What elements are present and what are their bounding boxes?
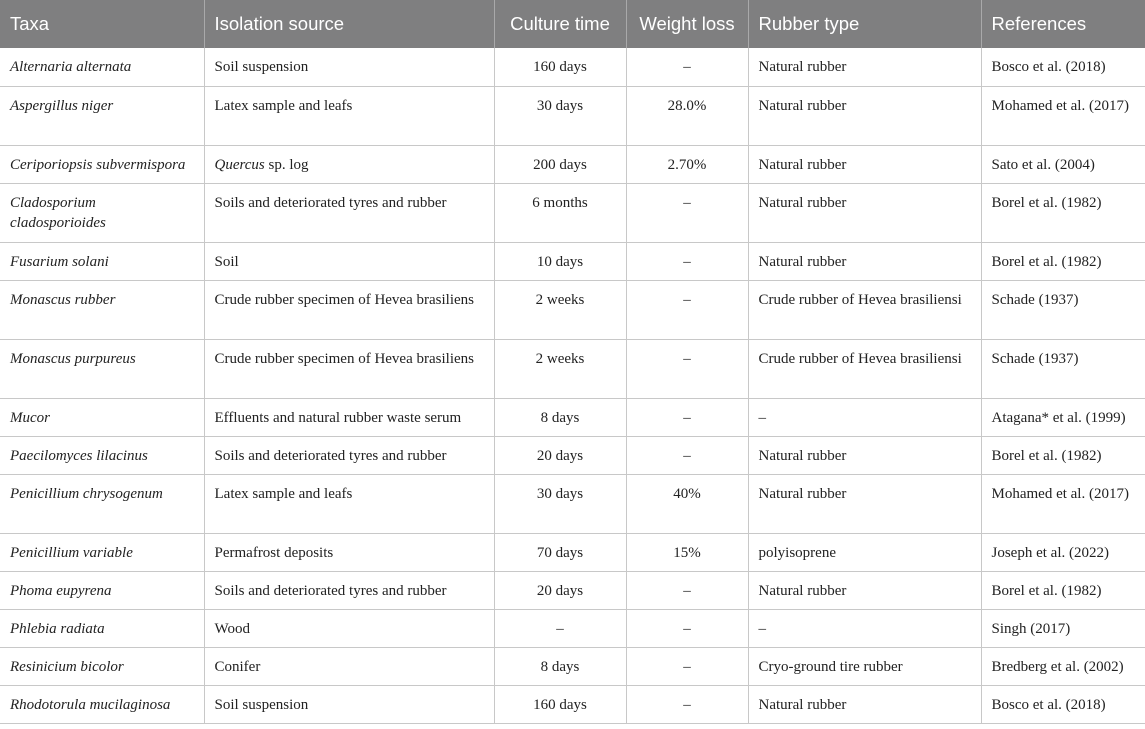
table-row bbox=[0, 474, 1145, 533]
source-text: Soils and deteriorated tyres and rubber bbox=[214, 194, 447, 211]
source-suffix: sp. log bbox=[264, 156, 309, 173]
header-references: References bbox=[981, 0, 1145, 48]
cell-reference: Borel et al. (1982) bbox=[981, 183, 1145, 242]
cell-rubber-type: Natural rubber bbox=[748, 436, 981, 474]
table-row bbox=[0, 685, 1145, 723]
cell-reference: Mohamed et al. (2017) bbox=[981, 474, 1145, 533]
cell-reference: Bredberg et al. (2002) bbox=[981, 647, 1145, 685]
cell-reference: Sato et al. (2004) bbox=[981, 145, 1145, 183]
cell-culture-time: 20 days bbox=[494, 436, 626, 474]
cell-weight-loss: – bbox=[626, 398, 748, 436]
cell-isolation-source bbox=[204, 145, 494, 183]
cell-rubber-type: polyisoprene bbox=[748, 533, 981, 571]
source-text: Soil suspension bbox=[214, 696, 309, 713]
source-text: Quercus bbox=[214, 156, 265, 173]
cell-weight-loss: – bbox=[626, 242, 748, 280]
cell-isolation-source bbox=[204, 86, 494, 145]
cell-rubber-type: Natural rubber bbox=[748, 242, 981, 280]
cell-weight-loss: – bbox=[626, 647, 748, 685]
cell-weight-loss: – bbox=[626, 48, 748, 86]
table-row bbox=[0, 242, 1145, 280]
cell-taxa: Phlebia radiata bbox=[0, 609, 204, 647]
cell-isolation-source bbox=[204, 647, 494, 685]
table-row bbox=[0, 339, 1145, 398]
table-body bbox=[0, 48, 1145, 723]
cell-weight-loss: – bbox=[626, 609, 748, 647]
cell-culture-time: 8 days bbox=[494, 398, 626, 436]
cell-reference: Joseph et al. (2022) bbox=[981, 533, 1145, 571]
cell-culture-time: 160 days bbox=[494, 48, 626, 86]
table-row bbox=[0, 86, 1145, 145]
table-row bbox=[0, 145, 1145, 183]
cell-reference: Bosco et al. (2018) bbox=[981, 48, 1145, 86]
cell-culture-time: 160 days bbox=[494, 685, 626, 723]
header-taxa: Taxa bbox=[10, 13, 50, 34]
cell-weight-loss: 2.70% bbox=[626, 145, 748, 183]
cell-taxa: Resinicium bicolor bbox=[0, 647, 204, 685]
source-text: Conifer bbox=[214, 658, 261, 675]
cell-weight-loss: – bbox=[626, 183, 748, 242]
cell-isolation-source bbox=[204, 339, 494, 398]
cell-taxa: Phoma eupyrena bbox=[0, 571, 204, 609]
source-text: Latex sample and leafs bbox=[214, 485, 353, 502]
cell-isolation-source bbox=[204, 571, 494, 609]
cell-culture-time: – bbox=[494, 609, 626, 647]
cell-isolation-source bbox=[204, 609, 494, 647]
cell-taxa: Penicillium chrysogenum bbox=[0, 474, 204, 533]
cell-culture-time: 2 weeks bbox=[494, 339, 626, 398]
cell-rubber-type: Natural rubber bbox=[748, 86, 981, 145]
cell-culture-time: 2 weeks bbox=[494, 280, 626, 339]
cell-rubber-type: Natural rubber bbox=[748, 48, 981, 86]
source-text: Crude rubber specimen of Hevea brasiliens bbox=[214, 291, 474, 308]
cell-culture-time: 20 days bbox=[494, 571, 626, 609]
cell-culture-time: 8 days bbox=[494, 647, 626, 685]
cell-weight-loss: – bbox=[626, 436, 748, 474]
table-row bbox=[0, 48, 1145, 86]
source-text: Soils and deteriorated tyres and rubber bbox=[214, 582, 447, 599]
cell-taxa: Ceriporiopsis subvermispora bbox=[0, 145, 204, 183]
cell-culture-time: 70 days bbox=[494, 533, 626, 571]
cell-isolation-source bbox=[204, 533, 494, 571]
header-rubber-type: Rubber type bbox=[748, 0, 981, 48]
cell-taxa: Paecilomyces lilacinus bbox=[0, 436, 204, 474]
table-row bbox=[0, 398, 1145, 436]
table-row bbox=[0, 436, 1145, 474]
table-header bbox=[0, 0, 1145, 48]
source-text: Effluents and natural rubber waste serum bbox=[214, 409, 462, 426]
cell-isolation-source bbox=[204, 183, 494, 242]
cell-isolation-source bbox=[204, 436, 494, 474]
cell-reference: Borel et al. (1982) bbox=[981, 242, 1145, 280]
cell-reference: Schade (1937) bbox=[981, 339, 1145, 398]
header-culture-time: Culture time bbox=[494, 0, 626, 48]
cell-rubber-type: – bbox=[748, 398, 981, 436]
source-text: Latex sample and leafs bbox=[214, 97, 353, 114]
cell-weight-loss: – bbox=[626, 685, 748, 723]
cell-reference: Borel et al. (1982) bbox=[981, 571, 1145, 609]
header-row bbox=[0, 0, 1145, 48]
cell-isolation-source bbox=[204, 48, 494, 86]
table-row bbox=[0, 647, 1145, 685]
table-row bbox=[0, 183, 1145, 242]
table-row bbox=[0, 609, 1145, 647]
cell-culture-time: 30 days bbox=[494, 474, 626, 533]
cell-weight-loss: 40% bbox=[626, 474, 748, 533]
cell-rubber-type: Natural rubber bbox=[748, 145, 981, 183]
cell-reference: Schade (1937) bbox=[981, 280, 1145, 339]
cell-taxa: Cladosporium cladosporioides bbox=[0, 183, 204, 242]
cell-reference: Mohamed et al. (2017) bbox=[981, 86, 1145, 145]
cell-isolation-source bbox=[204, 398, 494, 436]
header-isolation-source: Isolation source bbox=[204, 0, 494, 48]
cell-weight-loss: 28.0% bbox=[626, 86, 748, 145]
source-text: Soils and deteriorated tyres and rubber bbox=[214, 447, 447, 464]
cell-reference: Atagana* et al. (1999) bbox=[981, 398, 1145, 436]
cell-reference: Borel et al. (1982) bbox=[981, 436, 1145, 474]
cell-isolation-source bbox=[204, 685, 494, 723]
source-text: Soil suspension bbox=[214, 59, 309, 75]
source-text: Permafrost deposits bbox=[214, 544, 334, 561]
cell-rubber-type: Crude rubber of Hevea brasiliensi bbox=[748, 339, 981, 398]
cell-rubber-type: Natural rubber bbox=[748, 474, 981, 533]
table-row bbox=[0, 533, 1145, 571]
cell-taxa: Fusarium solani bbox=[0, 242, 204, 280]
cell-rubber-type: – bbox=[748, 609, 981, 647]
cell-weight-loss: – bbox=[626, 280, 748, 339]
cell-rubber-type: Natural rubber bbox=[748, 571, 981, 609]
cell-culture-time: 10 days bbox=[494, 242, 626, 280]
source-text: Crude rubber specimen of Hevea brasiliens bbox=[214, 350, 474, 367]
cell-rubber-type: Cryo-ground tire rubber bbox=[748, 647, 981, 685]
cell-taxa: Penicillium variable bbox=[0, 533, 204, 571]
cell-taxa: Mucor bbox=[0, 398, 204, 436]
table-row bbox=[0, 280, 1145, 339]
cell-culture-time: 30 days bbox=[494, 86, 626, 145]
cell-reference: Singh (2017) bbox=[981, 609, 1145, 647]
cell-weight-loss: – bbox=[626, 571, 748, 609]
cell-rubber-type: Crude rubber of Hevea brasiliensi bbox=[748, 280, 981, 339]
cell-reference: Bosco et al. (2018) bbox=[981, 685, 1145, 723]
cell-weight-loss: 15% bbox=[626, 533, 748, 571]
cell-taxa: Alternaria alternata bbox=[0, 48, 204, 86]
cell-weight-loss: – bbox=[626, 339, 748, 398]
table-row bbox=[0, 571, 1145, 609]
cell-taxa: Monascus purpureus bbox=[0, 339, 204, 398]
cell-taxa: Rhodotorula mucilaginosa bbox=[0, 685, 204, 723]
cell-taxa: Aspergillus niger bbox=[0, 86, 204, 145]
cell-taxa: Monascus rubber bbox=[0, 280, 204, 339]
cell-culture-time: 200 days bbox=[494, 145, 626, 183]
cell-isolation-source bbox=[204, 280, 494, 339]
source-text: Wood bbox=[214, 620, 250, 637]
cell-rubber-type: Natural rubber bbox=[748, 183, 981, 242]
cell-rubber-type: Natural rubber bbox=[748, 685, 981, 723]
source-text: Soil bbox=[214, 253, 239, 270]
cell-isolation-source bbox=[204, 242, 494, 280]
header-weight-loss: Weight loss bbox=[626, 0, 748, 48]
cell-culture-time: 6 months bbox=[494, 183, 626, 242]
cell-isolation-source bbox=[204, 474, 494, 533]
